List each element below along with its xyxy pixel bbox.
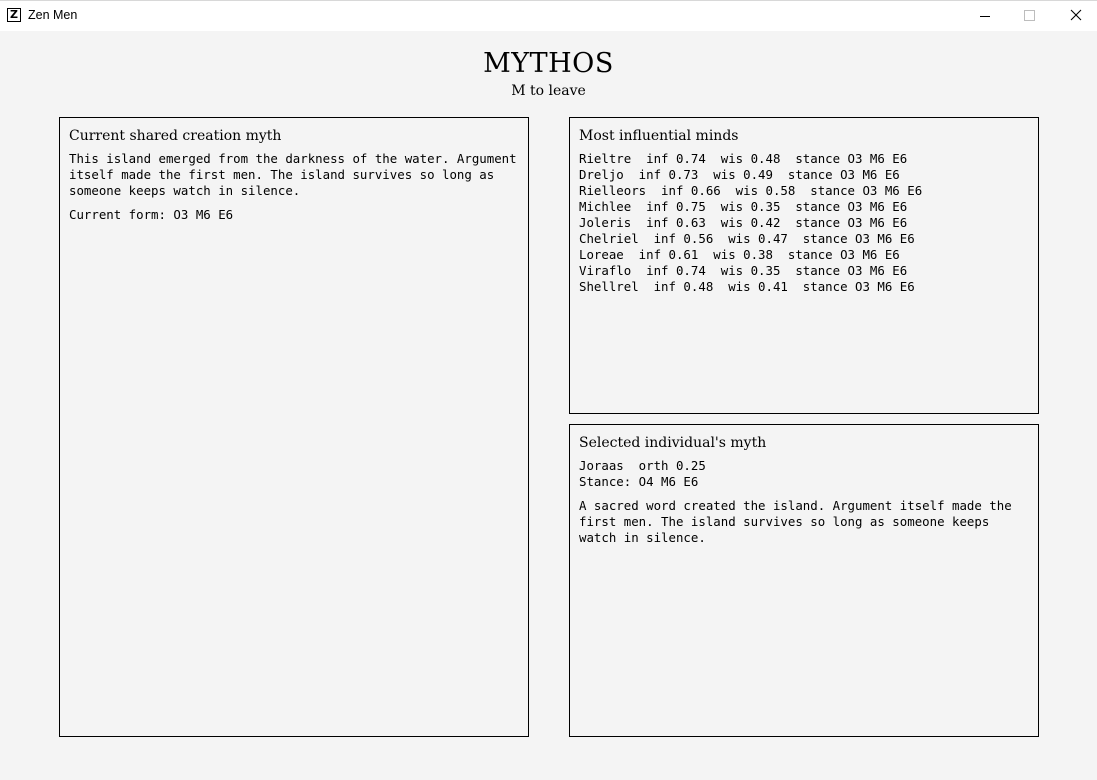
mind-row: Michlee inf 0.75 wis 0.35 stance O3 M6 E6	[579, 199, 908, 214]
minimize-icon	[962, 1, 1008, 31]
maximize-icon	[1007, 1, 1053, 31]
mind-row: Dreljo inf 0.73 wis 0.49 stance O3 M6 E6	[579, 167, 900, 182]
app-logo-icon: Z	[7, 8, 21, 22]
mind-row: Chelriel inf 0.56 wis 0.47 stance O3 M6 E6	[579, 231, 915, 246]
selected-name-line: Joraas orth 0.25	[579, 458, 706, 473]
selected-myth-text: A sacred word created the island. Argument itself made the first men. The island survives so long as someone keeps watch in silence.	[579, 498, 1020, 545]
page-title: MYTHOS	[483, 48, 614, 79]
shared-myth-title: Current shared creation myth	[69, 128, 282, 144]
title-bar	[0, 0, 1097, 31]
shared-myth-form: Current form: O3 M6 E6	[69, 207, 234, 222]
shared-myth-panel	[59, 117, 529, 737]
selected-myth-panel	[569, 424, 1039, 737]
close-button[interactable]	[1052, 1, 1097, 31]
mind-row: Rieltre inf 0.74 wis 0.48 stance O3 M6 E6	[579, 151, 908, 166]
shared-myth-text: This island emerged from the darkness of the water. Argument itself made the first men. The island survives so long as someone keeps watch in silence.	[69, 151, 525, 198]
influential-minds-title: Most influential minds	[579, 128, 739, 144]
influential-minds-panel	[569, 117, 1039, 414]
leave-hint: M to leave	[511, 83, 586, 99]
selected-stance: Stance: O4 M6 E6	[579, 474, 699, 489]
mind-row: Joleris inf 0.63 wis 0.42 stance O3 M6 E6	[579, 215, 908, 230]
window-title: Zen Men	[28, 8, 78, 22]
maximize-button[interactable]	[1007, 1, 1053, 31]
selected-myth-title: Selected individual's myth	[579, 435, 767, 451]
mind-row: Shellrel inf 0.48 wis 0.41 stance O3 M6 E6	[579, 279, 915, 294]
minimize-button[interactable]	[962, 1, 1008, 31]
mind-row: Loreae inf 0.61 wis 0.38 stance O3 M6 E6	[579, 247, 900, 262]
mind-row: Viraflo inf 0.74 wis 0.35 stance O3 M6 E6	[579, 263, 908, 278]
close-icon	[1052, 1, 1097, 31]
mind-row: Rielleors inf 0.66 wis 0.58 stance O3 M6 E6	[579, 183, 923, 198]
